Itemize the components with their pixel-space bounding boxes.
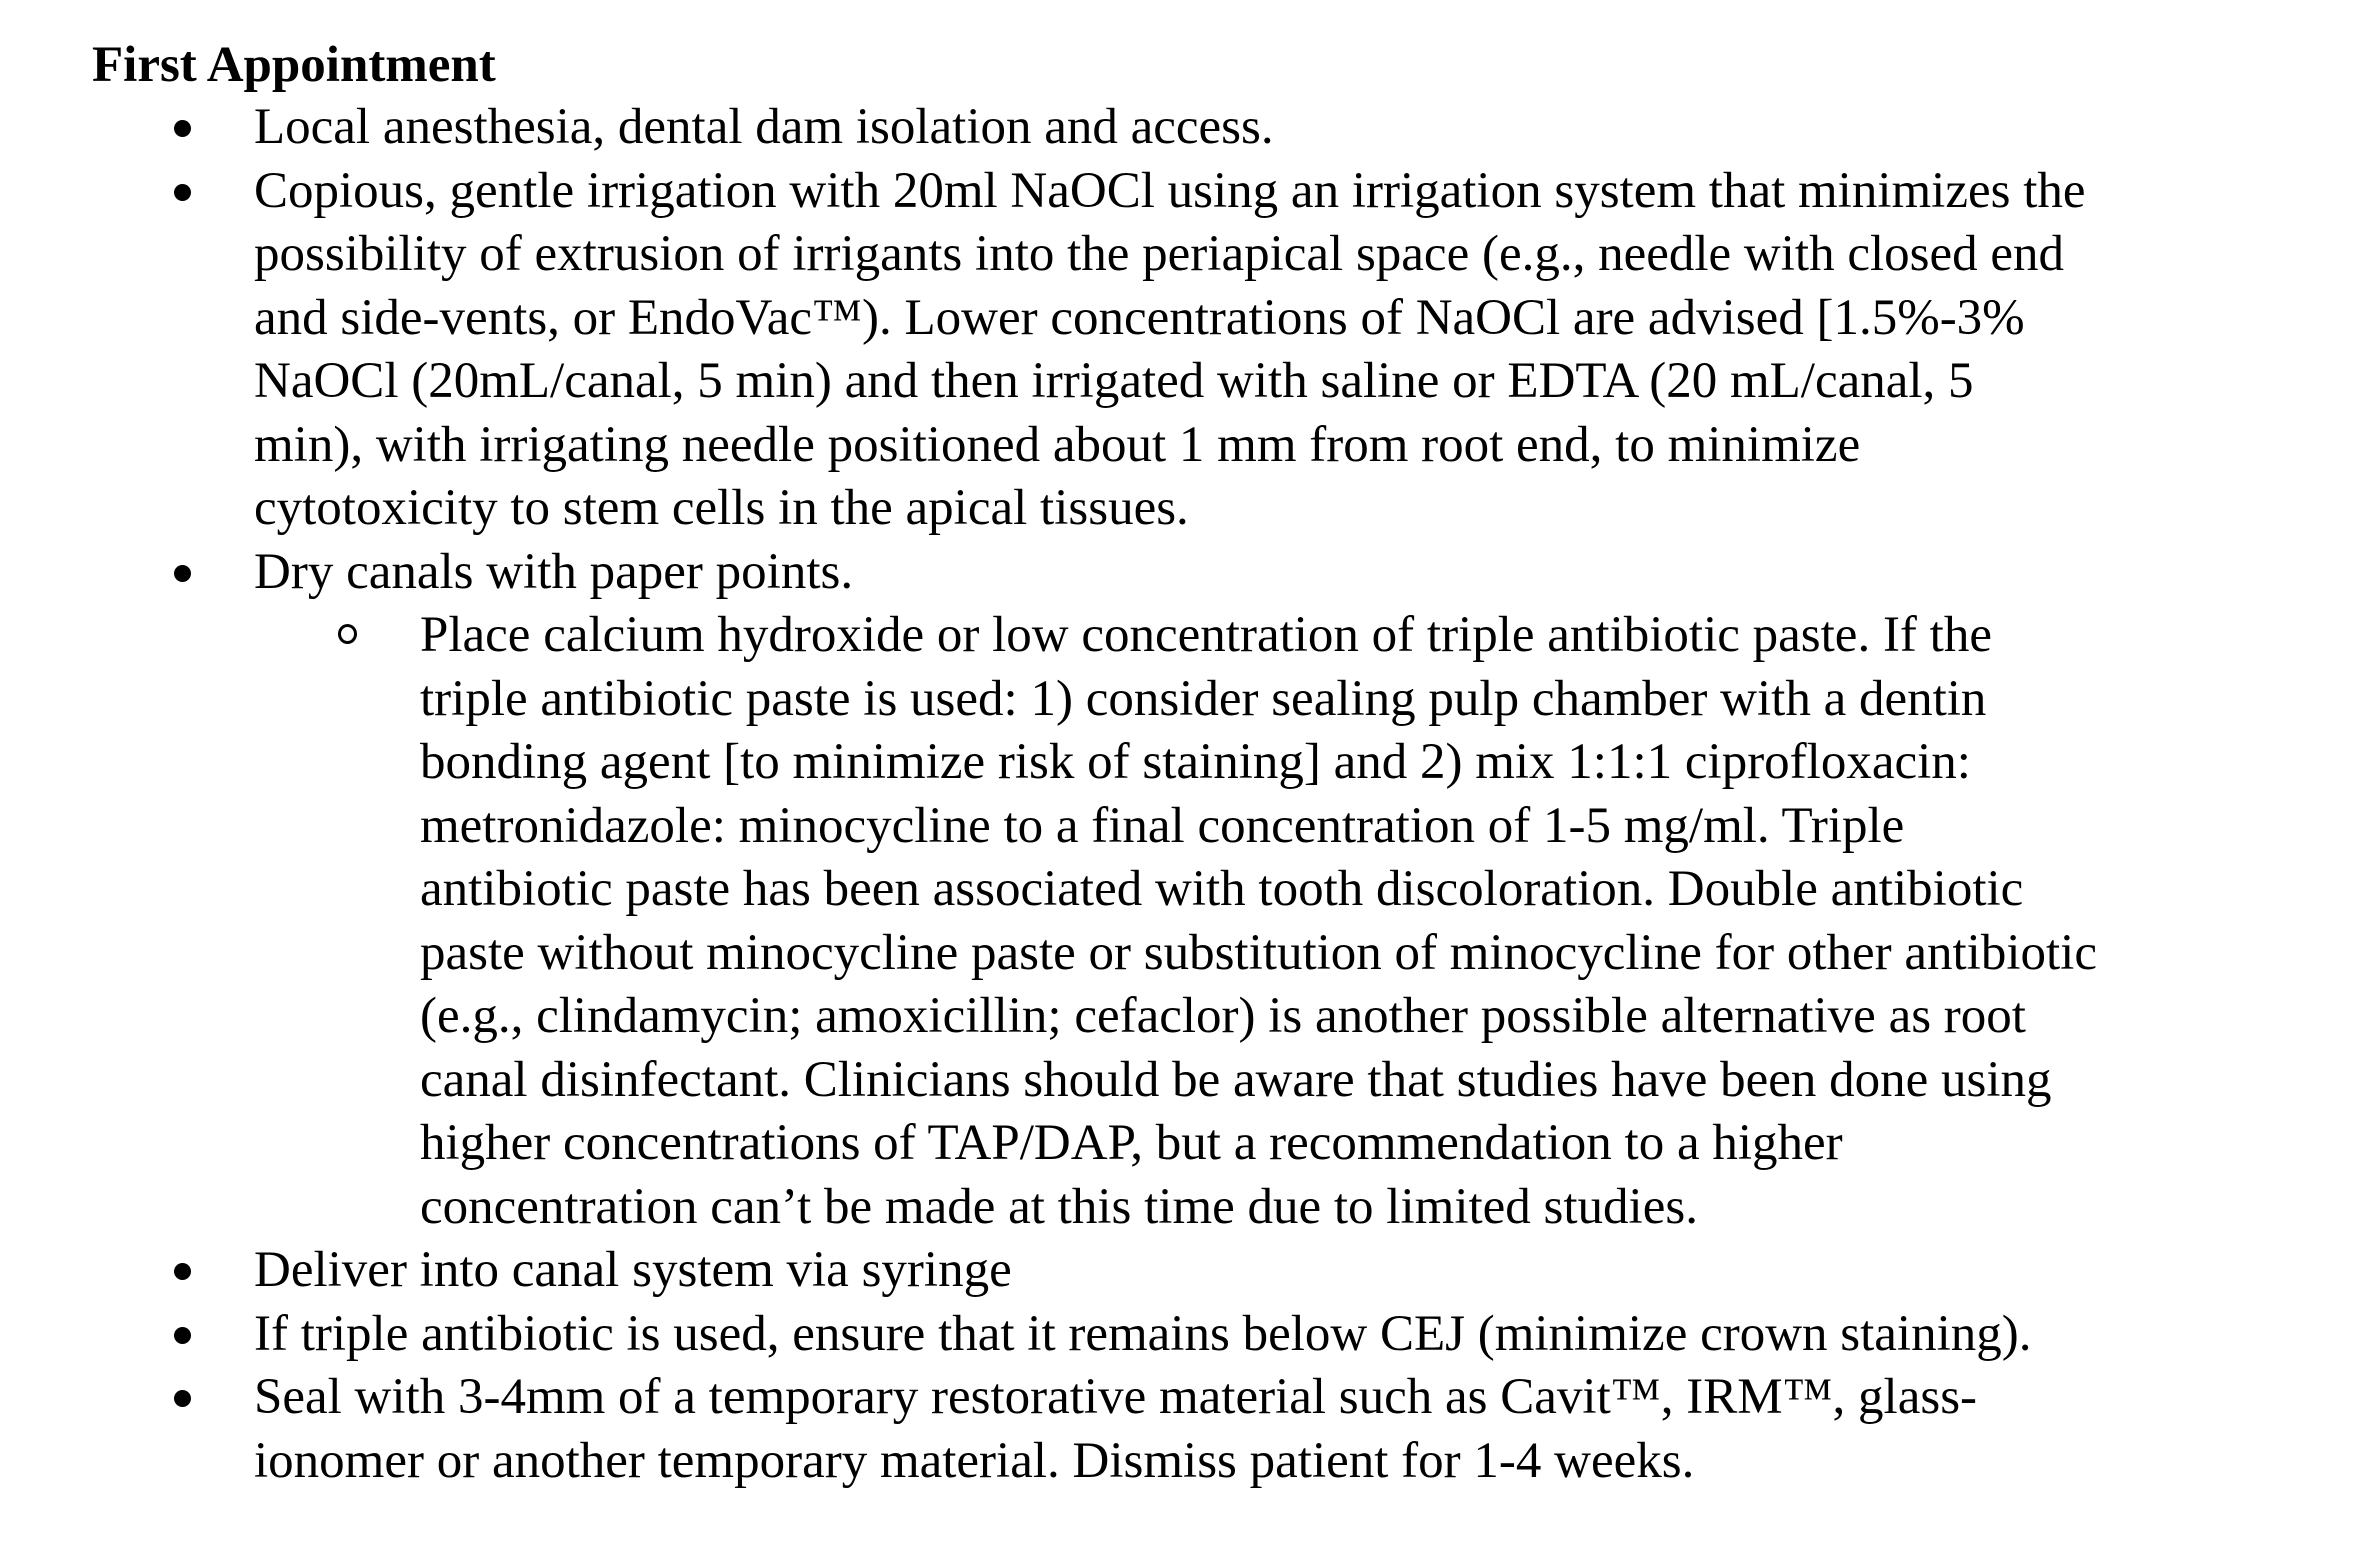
list-item	[0, 541, 2264, 1240]
sub-list-item-text: antibiotic paste has been associated with tooth discoloration. Double antibiotic	[420, 861, 2024, 917]
list-item-text: possibility of extrusion of irrigants into the periapical space (e.g., needle with closed end	[254, 226, 2065, 282]
list-item	[0, 1239, 2264, 1303]
list-item	[0, 96, 2264, 160]
bullet-icon	[174, 1327, 191, 1344]
list-item-text: If triple antibiotic is used, ensure that it remains below CEJ (minimize crown staining).	[254, 1305, 2032, 1362]
list-item-text: min), with irrigating needle positioned about 1 mm from root end, to minimize	[254, 416, 1861, 473]
sub-list-item-text: Place calcium hydroxide or low concentration of triple antibiotic paste. If the	[420, 607, 1992, 663]
list-item	[0, 1366, 2264, 1493]
list-item-text: Dry canals with paper points.	[254, 543, 854, 600]
list-item-text: Local anesthesia, dental dam isolation and access.	[254, 99, 1274, 155]
list-item-text: and side-vents, or EndoVac™). Lower concentrations of NaOCl are advised [1.5%-3%	[254, 289, 2025, 346]
sub-list	[254, 604, 2264, 1239]
sub-list-item-text: metronidazole: minocycline to a final concentration of 1-5 mg/ml. Triple	[420, 797, 1905, 854]
list-item-text: NaOCl (20mL/canal, 5 min) and then irrigated with saline or EDTA (20 mL/canal, 5	[254, 353, 1974, 409]
bullet-icon	[174, 565, 191, 582]
sub-list-item-text: bonding agent [to minimize risk of staining] and 2) mix 1:1:1 ciprofloxacin:	[420, 734, 1971, 790]
sub-list-item-text: higher concentrations of TAP/DAP, but a recommendation to a higher	[420, 1115, 1843, 1171]
sub-list-item-text: concentration can’t be made at this time due to limited studies.	[420, 1178, 1698, 1235]
sub-list-item	[0, 604, 2264, 1239]
procedure-list	[0, 96, 2366, 1493]
section-heading: First Appointment	[92, 37, 496, 93]
circle-bullet-icon	[338, 624, 357, 644]
sub-list-item-text: (e.g., clindamycin; amoxicillin; cefaclor) is another possible alternative as root	[420, 988, 2026, 1044]
bullet-icon	[174, 120, 191, 137]
sub-list-item-text: triple antibiotic paste is used: 1) consider sealing pulp chamber with a dentin	[420, 670, 1987, 727]
list-item	[0, 160, 2264, 541]
list-item-text: cytotoxicity to stem cells in the apical tissues.	[254, 480, 1189, 536]
bullet-icon	[174, 184, 191, 201]
list-item	[0, 1303, 2264, 1367]
sub-list-item-text: paste without minocycline paste or substitution of minocycline for other antibiotic	[420, 924, 2097, 981]
list-item-text: Seal with 3-4mm of a temporary restorative material such as Cavit™, IRM™, glass-	[254, 1369, 1978, 1425]
list-item-text: Deliver into canal system via syringe	[254, 1242, 1012, 1298]
list-item-text: Copious, gentle irrigation with 20ml NaOCl using an irrigation system that minimizes the	[254, 162, 2086, 219]
bullet-icon	[174, 1263, 191, 1280]
sub-list-item-text: canal disinfectant. Clinicians should be aware that studies have been done using	[420, 1051, 2052, 1108]
bullet-icon	[174, 1390, 191, 1407]
list-item-text: ionomer or another temporary material. Dismiss patient for 1-4 weeks.	[254, 1432, 1695, 1489]
